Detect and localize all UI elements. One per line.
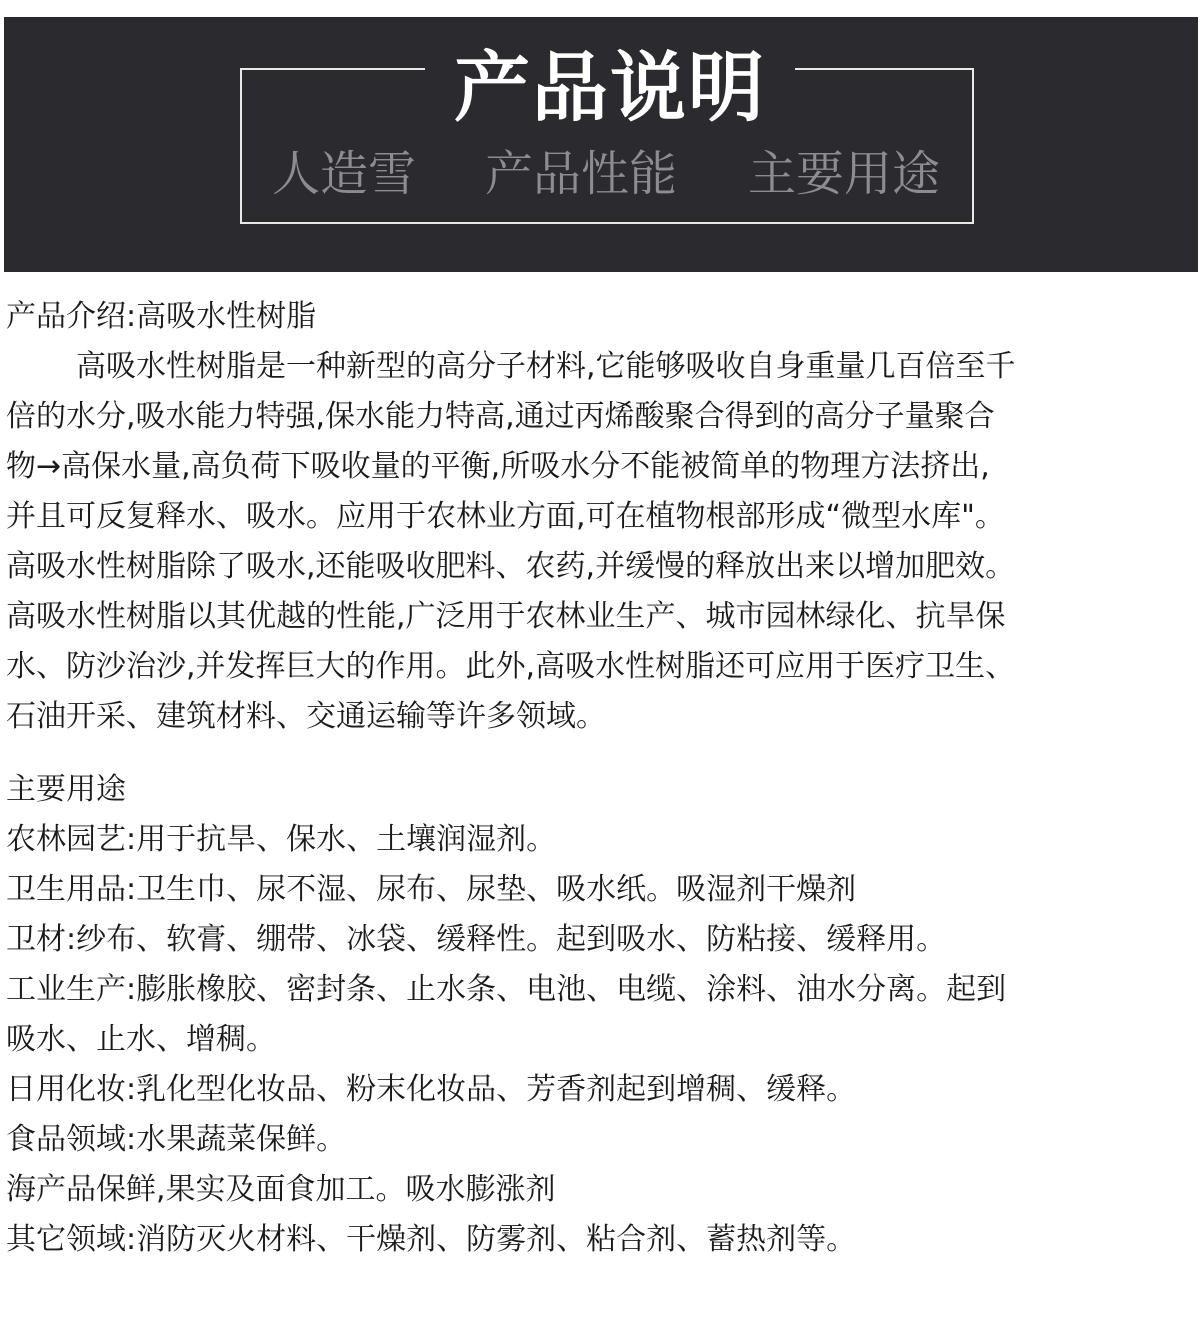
document-body bbox=[6, 292, 1194, 1265]
uses-heading: 主要用途 bbox=[6, 772, 126, 807]
banner-title: 产品说明 bbox=[425, 38, 795, 138]
intro-paragraph-line: 石油开采、建筑材料、交通运输等许多领域。 bbox=[6, 699, 606, 734]
use-item: 其它领域:消防灭火材料、干燥剂、防雾剂、粘合剂、蓄热剂等。 bbox=[6, 1222, 857, 1257]
use-item: 日用化妆:乳化型化妆品、粉末化妆品、芳香剂起到增稠、缓释。 bbox=[6, 1072, 857, 1107]
intro-paragraph-line: 高吸水性树脂除了吸水,还能吸收肥料、农药,并缓慢的释放出来以增加肥效。 bbox=[6, 549, 1016, 584]
intro-paragraph-line: 水、防沙治沙,并发挥巨大的作用。此外,高吸水性树脂还可应用于医疗卫生、 bbox=[6, 649, 1016, 684]
banner-subtitle-artificial-snow: 人造雪 bbox=[272, 146, 417, 202]
banner-subtitle-uses: 主要用途 bbox=[748, 146, 941, 202]
intro-paragraph-line: 高吸水性树脂以其优越的性能,广泛用于农林业生产、城市园林绿化、抗旱保 bbox=[6, 599, 1006, 634]
intro-paragraph-line: 物→高保水量,高负荷下吸收量的平衡,所吸水分不能被简单的物理方法挤出, bbox=[6, 449, 990, 484]
banner-subtitle-performance: 产品性能 bbox=[485, 146, 678, 202]
intro-paragraph-line: 并且可反复释水、吸水。应用于农林业方面,可在植物根部形成“微型水库"。 bbox=[6, 499, 1005, 534]
intro-paragraph-line: 倍的水分,吸水能力特强,保水能力特高,通过丙烯酸聚合得到的高分子量聚合 bbox=[6, 399, 995, 434]
intro-heading: 产品介绍:高吸水性树脂 bbox=[6, 299, 317, 334]
intro-paragraph-line: 高吸水性树脂是一种新型的高分子材料,它能够吸收自身重量几百倍至千 bbox=[76, 349, 1016, 384]
use-item: 工业生产:膨胀橡胶、密封条、止水条、电池、电缆、涂料、油水分离。起到 bbox=[6, 972, 1007, 1007]
section-gap bbox=[6, 742, 1194, 765]
use-item: 吸水、止水、增稠。 bbox=[6, 1022, 276, 1057]
use-item: 海产品保鲜,果实及面食加工。吸水膨涨剂 bbox=[6, 1172, 556, 1207]
use-item: 食品领域:水果蔬菜保鲜。 bbox=[6, 1122, 347, 1157]
use-item: 农林园艺:用于抗旱、保水、土壤润湿剂。 bbox=[6, 822, 557, 857]
use-item: 卫材:纱布、软膏、绷带、冰袋、缓释性。起到吸水、防粘接、缓释用。 bbox=[6, 922, 947, 957]
use-item: 卫生用品:卫生巾、尿不湿、尿布、尿垫、吸水纸。吸湿剂干燥剂 bbox=[6, 872, 857, 907]
